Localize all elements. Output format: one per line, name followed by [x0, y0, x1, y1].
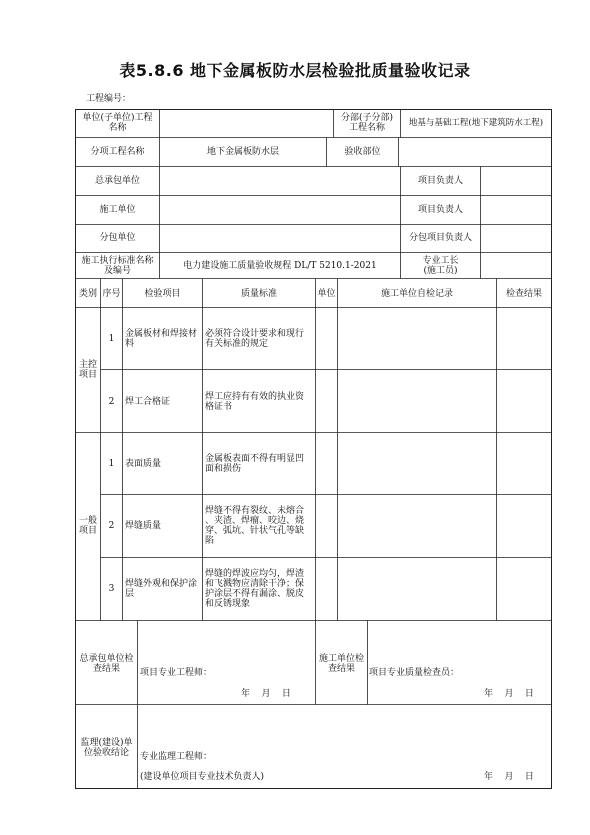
- main-item-1-name: 金属板材和焊接材 料: [125, 329, 198, 349]
- main-item-2-result[interactable]: [497, 371, 550, 431]
- gc-date: 年 月 日: [241, 689, 291, 699]
- main-category-label: 主控 项目: [78, 360, 97, 380]
- general-category-label: 一般 项目: [78, 516, 97, 536]
- col-result: 检查结果: [505, 289, 542, 299]
- inspect-part-value[interactable]: [399, 140, 551, 164]
- page-title: 表5.8.6 地下金属板防水层检验批质量验收记录: [119, 61, 471, 80]
- supervisor-conclusion-label: 监理(建设)单 位验收结论: [80, 738, 133, 758]
- general-item-2-result[interactable]: [497, 496, 550, 556]
- general-item-3-self-check[interactable]: [338, 559, 495, 619]
- gc-engineer-label: 项目专业工程师：: [140, 668, 213, 678]
- project-leader-label: 项目负责人: [417, 176, 463, 186]
- unit-project-label: 单位(子单位)工程 名称: [82, 113, 153, 133]
- standard-value: 电力建设施工质量验收规程 DL/T 5210.1-2021: [183, 261, 377, 271]
- cu-inspector-label: 项目专业质量检查员：: [369, 668, 460, 678]
- col-self-check: 施工单位自检记录: [380, 289, 453, 299]
- col-standard: 质量标准: [240, 289, 277, 299]
- construction-unit-value[interactable]: [160, 198, 400, 222]
- col-item: 检验项目: [144, 289, 181, 299]
- sub-item-value[interactable]: 地下金属板防水层: [206, 147, 279, 157]
- cu-conclusion-label: 施工单位检 查结果: [318, 654, 364, 674]
- general-item-2-seq: 2: [108, 521, 115, 531]
- foreman-value[interactable]: [481, 255, 551, 276]
- general-item-3-name: 焊缝外观和保护涂 层: [125, 579, 198, 599]
- sub-project-leader-label: 分包项目负责人: [408, 233, 472, 243]
- main-item-2-self-check[interactable]: [338, 371, 495, 431]
- general-item-2-standard: 焊缝不得有裂纹、未熔合 、夹渣、焊瘤、咬边、烧 穿、弧坑、针状气孔等缺 陷: [205, 506, 305, 546]
- general-contractor-label: 总承包单位: [94, 176, 140, 186]
- col-seq: 序号: [102, 289, 121, 299]
- project-leader-value-2[interactable]: [481, 198, 551, 222]
- general-item-1-name: 表面质量: [125, 459, 162, 469]
- general-item-1-seq: 1: [108, 459, 115, 469]
- supervisor-date: 年 月 日: [484, 772, 534, 782]
- main-item-1-self-check[interactable]: [338, 309, 495, 368]
- project-number-label: 工程编号：: [86, 94, 132, 104]
- construction-unit-label: 施工单位: [99, 205, 136, 215]
- main-item-1-seq: 1: [108, 334, 115, 344]
- main-item-2-name: 焊工合格证: [125, 397, 171, 407]
- supervisor-engineer-label: 专业监理工程师：: [140, 752, 213, 762]
- general-item-2-self-check[interactable]: [338, 496, 495, 556]
- main-item-2-seq: 2: [108, 397, 115, 407]
- general-item-1-self-check[interactable]: [338, 434, 495, 493]
- inspect-part-label: 验收部位: [344, 147, 381, 157]
- main-item-2-standard: 焊工应持有有效的执业资 格证书: [205, 392, 305, 412]
- subcontractor-value[interactable]: [160, 227, 400, 250]
- general-item-2-name: 焊缝质量: [125, 521, 162, 531]
- subcontractor-label: 分包单位: [99, 233, 136, 243]
- project-leader-label-2: 项目负责人: [417, 205, 463, 215]
- general-item-3-seq: 3: [108, 584, 115, 594]
- sub-item-label: 分项工程名称: [90, 147, 145, 157]
- col-unit: 单位: [317, 289, 336, 299]
- general-item-3-standard: 焊缝的焊波应均匀，焊渣 和飞溅物应清除干净；保 护涂层不得有漏涂、脱皮 和反锈现象: [205, 569, 305, 609]
- general-item-3-result[interactable]: [497, 559, 550, 619]
- cu-date: 年 月 日: [484, 689, 534, 699]
- main-item-1-result[interactable]: [497, 309, 550, 368]
- general-contractor-value[interactable]: [160, 169, 400, 193]
- owner-rep-label: (建设单位项目专业技术负责人): [140, 772, 265, 782]
- general-item-1-result[interactable]: [497, 434, 550, 493]
- sub-project-label: 分部(子分部) 工程名称: [340, 113, 394, 133]
- col-category: 类别: [78, 289, 97, 299]
- foreman-label: 专业工长 (施工员): [422, 256, 459, 276]
- general-item-1-standard: 金属板表面不得有明显凹 面和损伤: [205, 454, 305, 474]
- unit-project-value[interactable]: [160, 113, 333, 135]
- standard-label: 施工执行标准名称 及编号: [81, 256, 154, 276]
- sub-project-value[interactable]: 地基与基础工程(地下建筑防水工程): [408, 118, 544, 128]
- sub-project-leader-value[interactable]: [481, 227, 551, 250]
- main-item-1-standard: 必须符合设计要求和现行 有关标准的规定: [205, 329, 305, 349]
- gc-conclusion-label: 总承包单位检 查结果: [79, 654, 134, 674]
- project-leader-value[interactable]: [481, 169, 551, 193]
